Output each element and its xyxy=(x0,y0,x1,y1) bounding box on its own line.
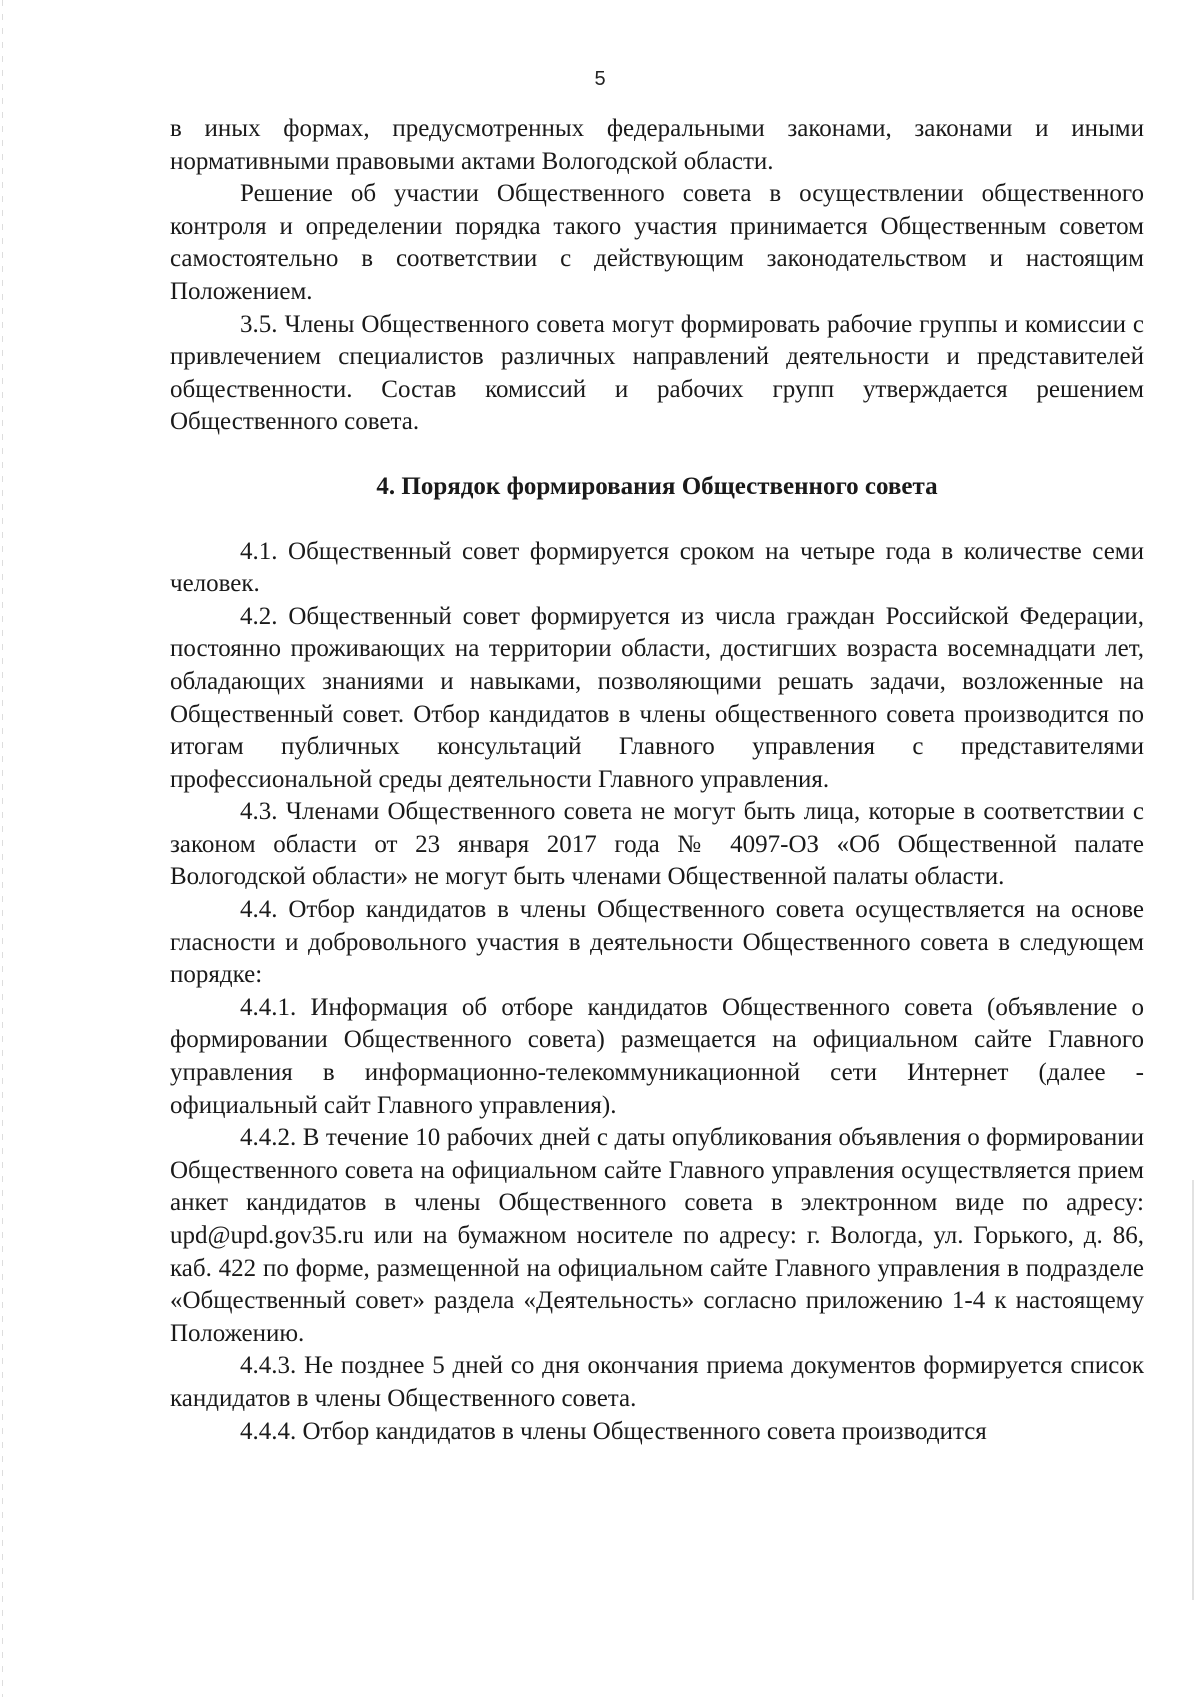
document-body xyxy=(170,113,1144,1448)
scan-edge-left xyxy=(2,0,3,1697)
section-heading: 4. Порядок формирования Общественного совета xyxy=(376,472,938,500)
paragraph-4-4-1: 4.4.1. Информация об отборе кандидатов Общественного совета (объявление о формировании Общественного совета) размещается на официальном сайте Главного управления в информационно-телекоммуникационной сети Интернет (далее - официальный сайт Главного управления). xyxy=(170,993,1144,1119)
paragraph-4-4: 4.4. Отбор кандидатов в члены Общественного совета осуществляется на основе гласности и добровольного участия в деятельности Общественного совета в следующем порядке: xyxy=(170,896,1144,989)
paragraph-4-3: 4.3. Членами Общественного совета не могут быть лица, которые в соответствии с законом области от 23 января 2017 года № 4097-ОЗ «Об Общественной палате Вологодской области» не могут быть членами Общественной палаты области. xyxy=(170,798,1144,891)
paragraph-3-5: 3.5. Члены Общественного совета могут формировать рабочие группы и комиссии с привлечением специалистов различных направлений деятельности и представителей общественности. Состав комиссий и рабочих групп утверждается решением Общественного совета. xyxy=(170,310,1144,436)
scan-edge-right xyxy=(1192,1180,1194,1600)
paragraph-4-2: 4.2. Общественный совет формируется из числа граждан Российской Федерации, постоянно проживающих на территории области, достигших возраста восемнадцати лет, обладающих знаниями и навыками, позволяющими решать задачи, возложенные на Общественный совет. Отбор кандидатов в члены общественного совета производится по итогам публичных консультаций Главного управления с представителями профессиональной среды деятельности Главного управления. xyxy=(170,602,1144,793)
paragraph-decision: Решение об участии Общественного совета в осуществлении общественного контроля и определении порядка такого участия принимается Общественным советом самостоятельно в соответствии с действующим законодательством и настоящим Положением. xyxy=(170,180,1144,305)
paragraph-4-4-4: 4.4.4. Отбор кандидатов в члены Общественного совета производится xyxy=(240,1417,987,1445)
page-number: 5 xyxy=(594,68,606,90)
paragraph-4-1: 4.1. Общественный совет формируется сроком на четыре года в количестве семи человек. xyxy=(170,537,1144,598)
paragraph-continued: в иных формах, предусмотренных федеральными законами, законами и иными нормативными правовыми актами Вологодской области. xyxy=(170,115,1144,175)
paragraph-4-4-2: 4.4.2. В течение 10 рабочих дней с даты опубликования объявления о формировании Общественного совета на официальном сайте Главного управления осуществляется прием анкет кандидатов в члены Общественного совета в электронном виде по адресу: upd@upd.gov35.ru или на бумажном носителе по адресу: г. Вологда, ул. Горького, д. 86, каб. 422 по форме, размещенной на официальном сайте Главного управления в подразделе «Общественный совет» раздела «Деятельность» согласно приложению 1-4 к настоящему Положению. xyxy=(170,1124,1144,1347)
paragraph-4-4-3: 4.4.3. Не позднее 5 дней со дня окончания приема документов формируется список кандидатов в члены Общественного совета. xyxy=(170,1352,1144,1412)
